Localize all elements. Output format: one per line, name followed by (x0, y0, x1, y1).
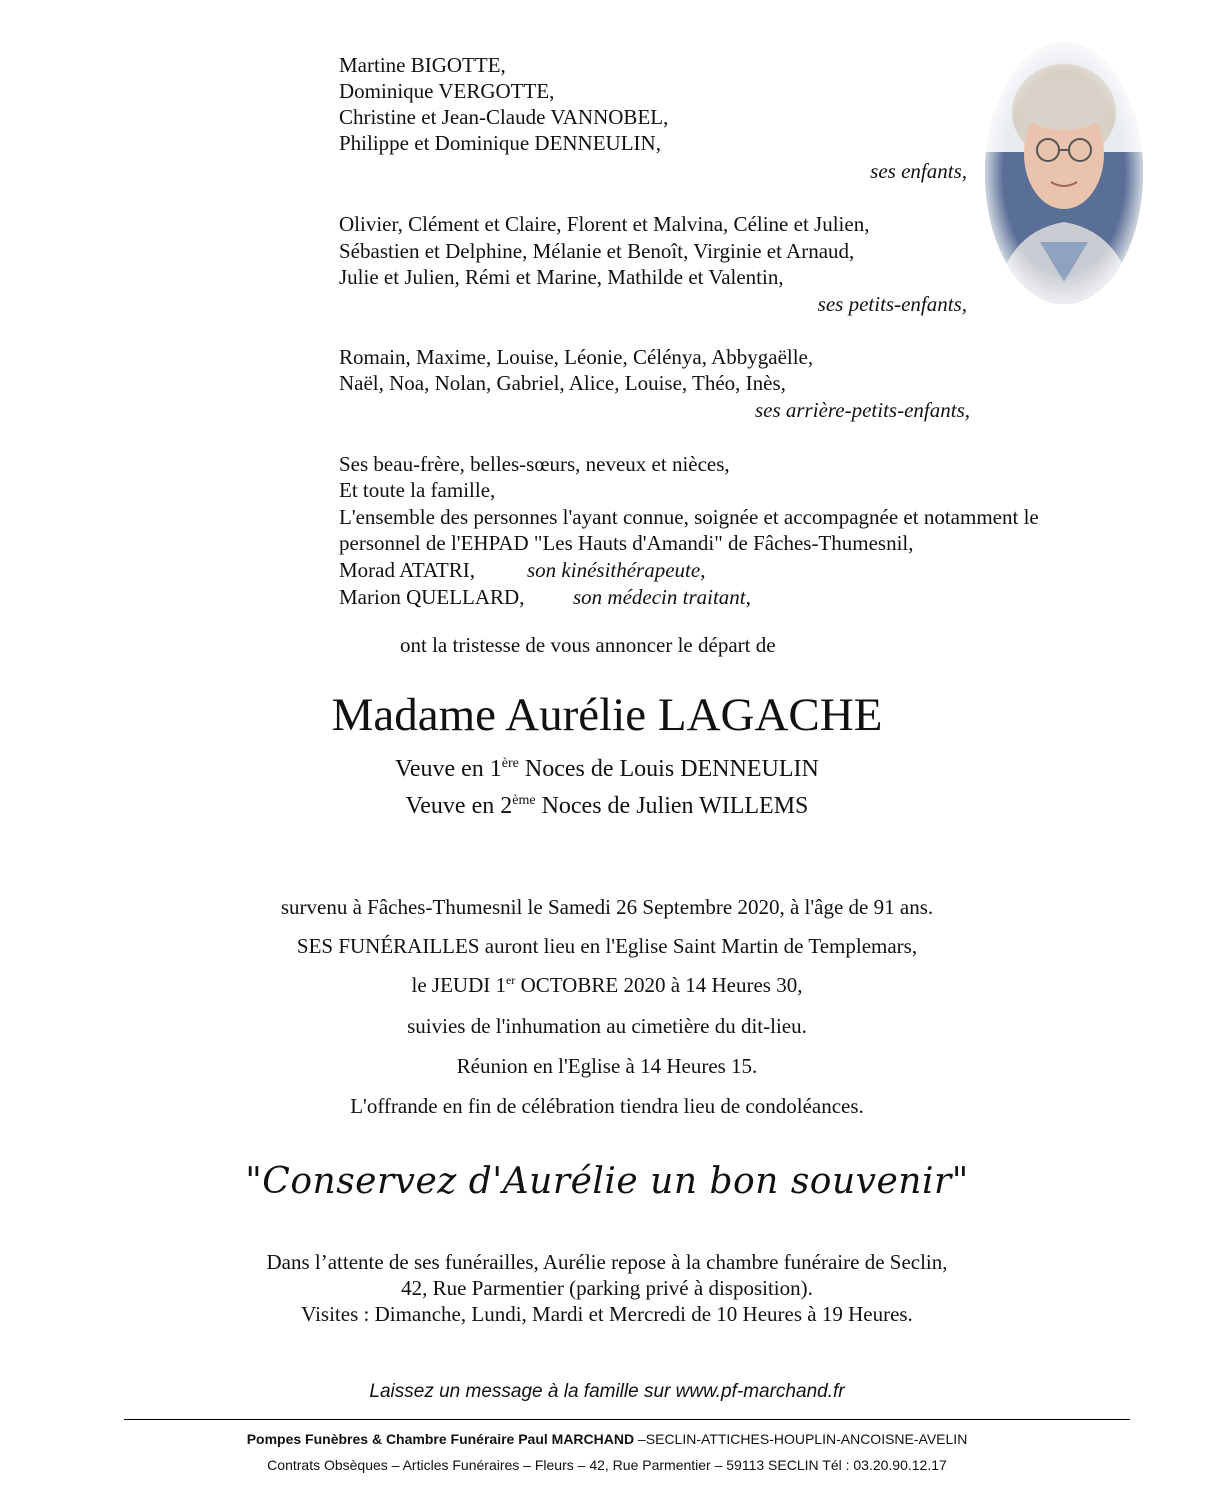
footer-services: Contrats Obsèques – Articles Funéraires – Fleurs – 42, Rue Parmentier – 59113 SECLIN Tél : 03.20.90.12.17 (267, 1457, 947, 1473)
widow-first-marriage (0, 754, 1214, 784)
widow1-suffix: Noces de Louis DENNEULIN (518, 756, 819, 782)
portrait-photo (985, 42, 1143, 304)
widow2-suffix: Noces de Julien WILLEMS (535, 793, 809, 819)
deceased-name: Madame Aurélie LAGACHE (331, 689, 883, 741)
portrait-illustration (985, 42, 1143, 304)
widow2-prefix: Veuve en 2 (405, 793, 513, 819)
date-sup: er (505, 973, 516, 987)
date-prefix: le JEUDI 1 (411, 973, 506, 997)
marion-name: Marion QUELLARD, (339, 585, 525, 609)
marion-role: son médecin traitant, (573, 585, 751, 609)
rest-line-3: Visites : Dimanche, Lundi, Mardi et Mercredi de 10 Heures à 19 Heures. (301, 1302, 913, 1326)
ceremony-text: SES FUNÉRAILLES auront lieu en l'Eglise Saint Martin de Templemars, (296, 934, 918, 958)
widow-second-marriage (0, 791, 1214, 821)
footer-towns: –SECLIN-ATTICHES-HOUPLIN-ANCOISNE-AVELIN (634, 1431, 968, 1447)
morad-role: son kinésithérapeute, (527, 558, 706, 582)
others-line-4: personnel de l'EHPAD "Les Hauts d'Amandi" de Fâches-Thumesnil, (339, 531, 914, 555)
great-grandchildren-line-1: Romain, Maxime, Louise, Léonie, Célénya, Abbygaëlle, (339, 345, 814, 369)
ceremony-date (0, 972, 1214, 998)
website-message: Laissez un message à la famille sur www.pf-marchand.fr (369, 1381, 845, 1402)
widow2-sup: ème (512, 793, 536, 808)
others-line-1: Ses beau-frère, belles-sœurs, neveux et nièces, (339, 452, 730, 476)
grandchildren-line-2: Sébastien et Delphine, Mélanie et Benoît, Virginie et Arnaud, (339, 239, 855, 263)
occurred-text: survenu à Fâches-Thumesnil le Samedi 26 Septembre 2020, à l'âge de 91 ans. (280, 895, 934, 919)
footer-company-line (0, 1429, 1214, 1449)
offering-text: L'offrande en fin de célébration tiendra lieu de condoléances. (350, 1094, 864, 1118)
meeting-text: Réunion en l'Eglise à 14 Heures 15. (456, 1054, 758, 1078)
rest-line-1: Dans l’attente de ses funérailles, Aurélie repose à la chambre funéraire de Seclin, (266, 1250, 948, 1274)
child-name-3: Christine et Jean-Claude VANNOBEL, (339, 105, 669, 129)
role-great-grandchildren: ses arrière-petits-enfants, (754, 398, 970, 422)
rest-line-2: 42, Rue Parmentier (parking privé à disposition). (401, 1276, 813, 1300)
grandchildren-line-1: Olivier, Clément et Claire, Florent et Malvina, Céline et Julien, (339, 212, 870, 236)
role-grandchildren: ses petits-enfants, (817, 292, 967, 316)
memorial-quote: "Conservez d'Aurélie un bon souvenir" (245, 1161, 969, 1202)
morad-name: Morad ATATRI, (339, 558, 475, 582)
child-name-1: Martine BIGOTTE, (339, 53, 506, 77)
others-line-2: Et toute la famille, (339, 478, 496, 502)
widow1-prefix: Veuve en 1 (395, 756, 502, 782)
widow1-sup: ère (501, 756, 519, 771)
role-children: ses enfants, (870, 159, 967, 183)
announcement: ont la tristesse de vous annoncer le départ de (400, 633, 776, 657)
footer-company: Pompes Funèbres & Chambre Funéraire Paul MARCHAND (246, 1431, 635, 1447)
date-suffix: OCTOBRE 2020 à 14 Heures 30, (515, 973, 803, 997)
burial-text: suivies de l'inhumation au cimetière du dit-lieu. (407, 1014, 807, 1038)
grandchildren-line-3: Julie et Julien, Rémi et Marine, Mathilde et Valentin, (339, 265, 784, 289)
great-grandchildren-line-2: Naël, Noa, Nolan, Gabriel, Alice, Louise, Théo, Inès, (339, 371, 786, 395)
footer-divider (124, 1419, 1130, 1420)
child-name-2: Dominique VERGOTTE, (339, 79, 555, 103)
others-line-3: L'ensemble des personnes l'ayant connue, soignée et accompagnée et notamment le (339, 505, 1039, 529)
child-name-4: Philippe et Dominique DENNEULIN, (339, 131, 661, 155)
